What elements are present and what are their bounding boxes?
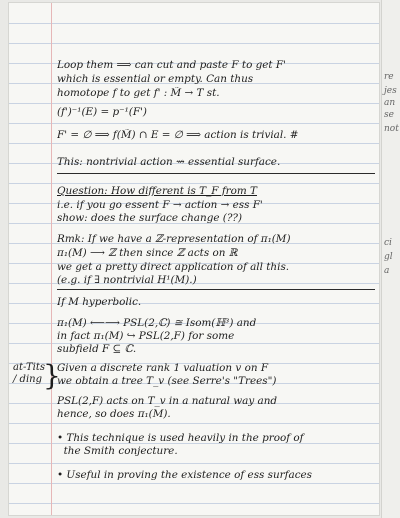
section-heading: If M hyperbolic. bbox=[57, 296, 142, 308]
edge-fragment: se bbox=[384, 110, 394, 120]
note-line: which is essential or empty. Can thus bbox=[57, 73, 254, 85]
margin-line bbox=[51, 3, 52, 515]
edge-fragment: ci bbox=[384, 238, 392, 248]
note-line: F' = ∅ ⟹ f(M̃) ∩ E = ∅ ⟹ action is trivial. # bbox=[57, 129, 299, 141]
divider bbox=[57, 173, 375, 174]
note-line: show: does the surface change (??) bbox=[57, 212, 243, 224]
note-line: in fact π₁(M) ↪ PSL(2,F) for some bbox=[57, 330, 235, 342]
edge-fragment: jes bbox=[384, 86, 397, 96]
ruled-line bbox=[9, 503, 379, 504]
note-line: subfield F ⊆ ℂ. bbox=[57, 343, 137, 355]
ruled-line bbox=[9, 123, 379, 124]
notebook-page bbox=[8, 2, 380, 516]
side-note: at-Tits / ding bbox=[13, 362, 46, 385]
divider bbox=[57, 289, 375, 290]
ruled-line bbox=[9, 143, 379, 144]
ruled-line bbox=[9, 103, 379, 104]
remark-line: Rmk: If we have a ℤ-representation of π₁(M) bbox=[57, 233, 291, 245]
ruled-line bbox=[9, 483, 379, 484]
brace-icon: } bbox=[43, 359, 61, 392]
ruled-line bbox=[9, 183, 379, 184]
note-line: (f')⁻¹(E) = p⁻¹(F') bbox=[57, 106, 147, 118]
edge-fragment: not bbox=[384, 124, 399, 134]
note-line: PSL(2,F) acts on T_v in a natural way and bbox=[57, 395, 278, 407]
bullet-line: • Useful in proving the existence of ess surfaces bbox=[57, 469, 312, 481]
note-line: This: nontrivial action ⇝ essential surface. bbox=[57, 156, 281, 168]
question-heading: Question: How different is T_F from T bbox=[57, 185, 257, 197]
note-line: π₁(M) ⟵⟶ PSL(2,ℂ) ≅ Isom(ℍ³) and bbox=[57, 317, 257, 329]
note-line: we obtain a tree T_v (see Serre's "Trees") bbox=[57, 375, 277, 387]
note-line: Given a discrete rank 1 valuation v on F bbox=[57, 362, 269, 374]
bullet-line: • This technique is used heavily in the proof of bbox=[57, 432, 304, 444]
ruled-line bbox=[9, 463, 379, 464]
edge-fragment: re bbox=[384, 72, 394, 82]
ruled-line bbox=[9, 23, 379, 24]
bullet-line: the Smith conjecture. bbox=[57, 445, 178, 457]
ruled-line bbox=[9, 43, 379, 44]
ruled-line bbox=[9, 423, 379, 424]
note-line: π₁(M) ⟶ ℤ then since ℤ acts on ℝ bbox=[57, 247, 238, 259]
note-line: homotope f to get f' : M̃ → T st. bbox=[57, 87, 220, 99]
note-line: hence, so does π₁(M). bbox=[57, 408, 171, 420]
note-line: Loop them ⟹ can cut and paste F to get F' bbox=[57, 59, 286, 71]
note-line: i.e. if you go essent F → action → ess F' bbox=[57, 199, 263, 211]
edge-fragment: gl bbox=[384, 252, 393, 262]
note-line: we get a pretty direct application of all this. bbox=[57, 261, 290, 273]
edge-fragment: a bbox=[384, 266, 390, 276]
edge-fragment: an bbox=[384, 98, 396, 108]
note-line: (e.g. if ∃ nontrivial H¹(M).) bbox=[57, 274, 197, 286]
